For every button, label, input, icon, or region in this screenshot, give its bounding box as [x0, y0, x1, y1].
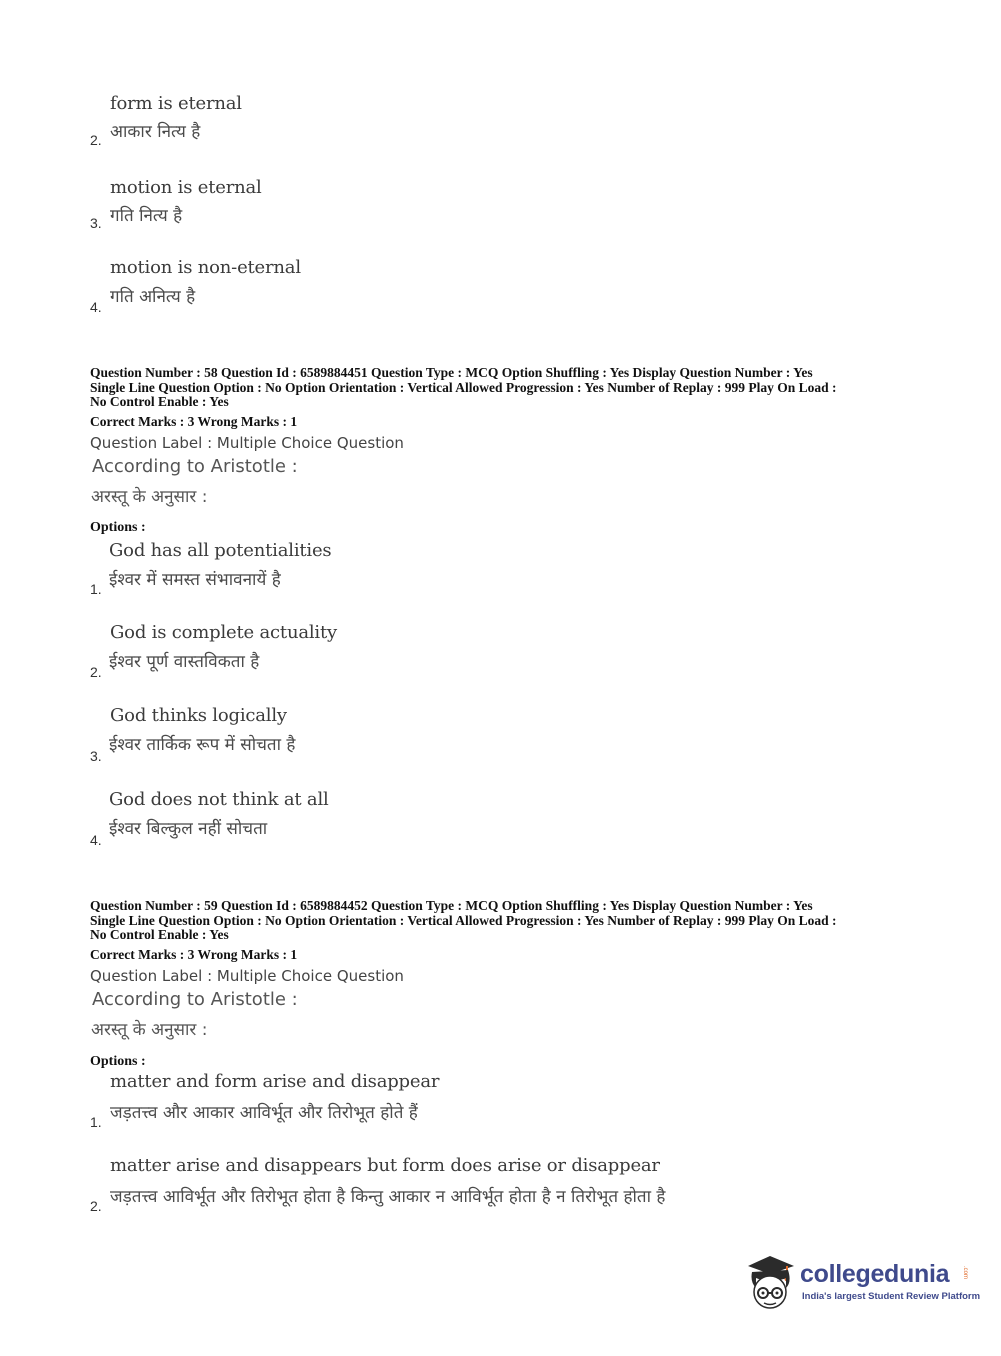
option-text-en: God does not think at all: [109, 789, 329, 810]
question-meta: Single Line Question Option : No Option Orientation : Vertical Allowed Progression : Yes Number of Replay : 999 Play On Load :: [90, 380, 837, 395]
graduate-mascot-icon: [742, 1252, 798, 1312]
option-number: 3.: [90, 215, 102, 231]
option-text-en: form is eternal: [110, 93, 242, 114]
question-text-en: According to Aristotle :: [92, 456, 298, 477]
question-meta: Question Number : 58 Question Id : 6589884451 Question Type : MCQ Option Shuffling : Yes Display Question Number : Yes: [90, 365, 813, 380]
question-meta: Question Number : 59 Question Id : 6589884452 Question Type : MCQ Option Shuffling : Yes Display Question Number : Yes: [90, 898, 813, 913]
option-number: 2.: [90, 1198, 102, 1214]
option-number: 2.: [90, 132, 102, 148]
option-text-en: motion is eternal: [110, 177, 262, 198]
question-text-hi: अरस्तू के अनुसार :: [91, 487, 208, 507]
question-label: Question Label : Multiple Choice Question: [90, 434, 404, 452]
option-number: 2.: [90, 664, 102, 680]
option-text-hi: जड़तत्त्व और आकार आविर्भूत और तिरोभूत होते हैं: [110, 1103, 418, 1123]
option-text-hi: गति नित्य है: [110, 206, 183, 226]
brand-domain: .com: [962, 1266, 968, 1280]
option-text-hi: जड़तत्त्व आविर्भूत और तिरोभूत होता है किन्तु आकार न आविर्भूत होता है न तिरोभूत होता है: [110, 1187, 666, 1207]
options-heading: Options :: [90, 520, 146, 535]
option-text-en: God has all potentialities: [109, 540, 332, 561]
brand-name: collegedunia: [800, 1260, 950, 1288]
question-meta: Single Line Question Option : No Option Orientation : Vertical Allowed Progression : Yes Number of Replay : 999 Play On Load :: [90, 913, 837, 928]
option-text-hi: आकार नित्य है: [110, 122, 201, 142]
option-text-en: God is complete actuality: [110, 622, 337, 643]
question-text-hi: अरस्तू के अनुसार :: [91, 1020, 208, 1040]
option-number: 3.: [90, 748, 102, 764]
option-number: 4.: [90, 299, 102, 315]
option-text-en: matter and form arise and disappear: [110, 1071, 440, 1092]
question-text-en: According to Aristotle :: [92, 989, 298, 1010]
option-text-hi: गति अनित्य है: [110, 287, 196, 307]
option-text-en: God thinks logically: [110, 705, 287, 726]
option-text-en: matter arise and disappears but form does arise or disappear: [110, 1155, 660, 1176]
option-number: 1.: [90, 581, 102, 597]
option-number: 1.: [90, 1114, 102, 1130]
question-marks: Correct Marks : 3 Wrong Marks : 1: [90, 414, 298, 429]
option-text-hi: ईश्वर पूर्ण वास्तविकता है: [109, 652, 260, 672]
option-text-hi: ईश्वर बिल्कुल नहीं सोचता: [109, 819, 268, 839]
option-text-hi: ईश्वर में समस्त संभावनायें है: [109, 570, 281, 590]
question-label: Question Label : Multiple Choice Question: [90, 967, 404, 985]
question-meta: No Control Enable : Yes: [90, 927, 229, 942]
question-meta: No Control Enable : Yes: [90, 394, 229, 409]
brand-tagline: India's largest Student Review Platform: [802, 1291, 981, 1302]
question-marks: Correct Marks : 3 Wrong Marks : 1: [90, 947, 298, 962]
options-heading: Options :: [90, 1054, 146, 1069]
brand-logo: [742, 1252, 981, 1312]
option-text-hi: ईश्वर तार्किक रूप में सोचता है: [109, 735, 296, 755]
option-text-en: motion is non-eternal: [110, 257, 301, 278]
option-number: 4.: [90, 832, 102, 848]
